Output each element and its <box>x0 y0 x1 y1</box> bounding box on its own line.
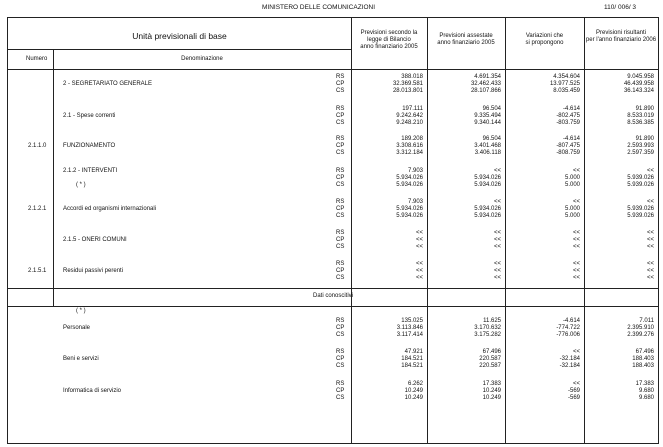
value-cs: 5.934.026 <box>396 213 423 219</box>
col1-header: Previsioni secondo la legge di Bilancio anno finanziario 2005 <box>360 30 418 50</box>
value-cs: 5.000 <box>564 213 580 219</box>
values-c2 <box>427 199 501 220</box>
value-rs: << <box>646 199 654 205</box>
value-cs: 9.340.144 <box>474 120 501 126</box>
value-cp: << <box>415 237 423 243</box>
value-cs: 9.680 <box>638 395 654 401</box>
values-c3 <box>505 230 580 251</box>
value-cs: << <box>415 244 423 250</box>
values-c1 <box>351 74 423 95</box>
row-number: 2.1.2.1 <box>28 206 47 212</box>
values-c1 <box>351 261 423 282</box>
value-rs: 197.111 <box>402 106 423 112</box>
value-rs: << <box>415 230 423 236</box>
row-number: 2.1.1.0 <box>28 143 47 149</box>
values-c4 <box>584 136 654 157</box>
value-rs: 388.018 <box>401 74 423 80</box>
values-c4 <box>584 381 654 402</box>
values-c1 <box>351 381 423 402</box>
value-cs: << <box>415 275 423 281</box>
value-rs: << <box>493 230 501 236</box>
code-cs: CS <box>336 182 345 188</box>
row-number: 2.1.5.1 <box>28 268 47 274</box>
code-rs: RS <box>336 168 345 174</box>
value-cp: -569 <box>567 388 580 394</box>
value-cs: 8.035.459 <box>553 88 580 94</box>
values-c2 <box>427 381 501 402</box>
value-cs: << <box>646 275 654 281</box>
values-c4 <box>584 349 654 370</box>
value-cp: 8.533.019 <box>627 113 654 119</box>
value-cs: << <box>493 275 501 281</box>
code-cs: CS <box>336 120 345 126</box>
value-cp: 3.113.846 <box>396 325 423 331</box>
values-c3 <box>505 74 580 95</box>
budget-row <box>8 74 658 96</box>
header-divider <box>8 69 658 70</box>
value-cs: 3.406.118 <box>474 150 501 156</box>
value-cs: 5.939.026 <box>627 182 654 188</box>
value-cp: << <box>493 237 501 243</box>
row-codes <box>336 136 344 157</box>
dati-row <box>8 381 658 403</box>
value-cp: 3.308.616 <box>396 143 423 149</box>
value-cp: 220.587 <box>479 356 501 362</box>
value-rs: 189.208 <box>401 136 423 142</box>
value-cs: 3.117.414 <box>396 332 423 338</box>
value-cp: 184.521 <box>401 356 423 362</box>
value-cp: -32.184 <box>559 356 580 362</box>
value-cs: 3.312.184 <box>396 150 423 156</box>
code-cp: CP <box>336 237 345 243</box>
values-c2 <box>427 230 501 251</box>
value-cs: 9.248.210 <box>396 120 423 126</box>
values-c4 <box>584 106 654 127</box>
value-cp: -807.475 <box>556 143 580 149</box>
value-cs: 220.587 <box>479 363 501 369</box>
budget-row <box>8 261 658 283</box>
value-rs: << <box>493 199 501 205</box>
value-cs: 2.399.276 <box>627 332 654 338</box>
values-c2 <box>427 106 501 127</box>
values-c4 <box>584 74 654 95</box>
values-c3 <box>505 381 580 402</box>
values-c2 <box>427 74 501 95</box>
value-cs: 8.536.385 <box>627 120 654 126</box>
value-rs: 17.383 <box>482 381 501 387</box>
value-cp: 10.249 <box>404 388 423 394</box>
code-cp: CP <box>336 206 345 212</box>
value-cs: 28.107.866 <box>470 88 501 94</box>
values-c2 <box>427 261 501 282</box>
row-label: 2.1.5 - ONERI COMUNI <box>63 237 127 243</box>
code-rs: RS <box>336 74 345 80</box>
values-c3 <box>505 318 580 339</box>
col-denominazione-header: Denominazione <box>181 56 223 62</box>
value-cp: 32.462.433 <box>470 81 501 87</box>
value-cs: 5.000 <box>564 182 580 188</box>
col4-header: Previsioni risultanti per l'anno finanziario 2006 <box>585 30 657 43</box>
value-cs: 10.249 <box>482 395 501 401</box>
values-c1 <box>351 230 423 251</box>
header-divider-sub <box>8 49 351 50</box>
value-rs: 67.496 <box>482 349 501 355</box>
value-cp: 10.249 <box>482 388 501 394</box>
ministry-header: MINISTERO DELLE COMUNICAZIONI <box>262 4 376 11</box>
value-rs: 47.921 <box>404 349 423 355</box>
values-c2 <box>427 349 501 370</box>
value-rs: 4.354.604 <box>553 74 580 80</box>
value-cp: << <box>646 268 654 274</box>
value-cp: 9.680 <box>638 388 654 394</box>
code-rs: RS <box>336 261 345 267</box>
value-cp: -802.475 <box>556 113 580 119</box>
value-cp: 5.000 <box>564 175 580 181</box>
code-cs: CS <box>336 363 345 369</box>
value-rs: 6.262 <box>407 381 423 387</box>
values-c2 <box>427 168 501 189</box>
value-cp: << <box>646 237 654 243</box>
row-label: 2 - SEGRETARIATO GENERALE <box>63 81 153 87</box>
budget-row <box>8 136 658 158</box>
value-rs: 135.025 <box>401 318 423 324</box>
code-cs: CS <box>336 88 345 94</box>
value-cp: 3.401.468 <box>474 143 501 149</box>
value-rs: -4.614 <box>562 318 580 324</box>
code-cp: CP <box>336 175 345 181</box>
value-rs: 7.903 <box>407 168 423 174</box>
code-rs: RS <box>336 318 345 324</box>
budget-table <box>7 17 659 444</box>
value-rs: << <box>493 261 501 267</box>
section-divider-bottom <box>8 306 658 307</box>
code-rs: RS <box>336 106 345 112</box>
value-rs: 11.625 <box>483 318 501 324</box>
values-c3 <box>505 261 580 282</box>
value-rs: 91.890 <box>635 106 654 112</box>
value-cp: 5.939.026 <box>627 206 654 212</box>
code-rs: RS <box>336 199 345 205</box>
value-rs: 17.383 <box>635 381 654 387</box>
value-cs: 184.521 <box>401 363 423 369</box>
value-rs: << <box>572 381 580 387</box>
value-cp: 13.977.525 <box>549 81 580 87</box>
col3-header: Variazioni che si propongono <box>525 33 564 46</box>
budget-row <box>8 106 658 128</box>
value-cp: 3.170.632 <box>474 325 501 331</box>
code-cp: CP <box>336 268 345 274</box>
value-rs: << <box>572 168 580 174</box>
value-rs: << <box>646 230 654 236</box>
value-rs: 9.045.958 <box>627 74 654 80</box>
code-cp: CP <box>336 325 345 331</box>
code-cs: CS <box>336 275 345 281</box>
budget-row <box>8 230 658 252</box>
budget-row <box>8 199 658 221</box>
value-cs: -803.759 <box>556 120 580 126</box>
code-cp: CP <box>336 388 345 394</box>
code-cs: CS <box>336 244 345 250</box>
value-cp: 2.395.910 <box>627 325 654 331</box>
value-cp: << <box>493 268 501 274</box>
row-label: Beni e servizi <box>63 356 99 362</box>
values-c1 <box>351 106 423 127</box>
values-c3 <box>505 349 580 370</box>
row-codes <box>336 349 344 370</box>
value-rs: 67.496 <box>635 349 654 355</box>
code-cp: CP <box>336 81 345 87</box>
value-cs: << <box>572 275 580 281</box>
value-rs: 4.691.354 <box>474 74 501 80</box>
row-label: 2.1 - Spese correnti <box>63 113 116 119</box>
value-rs: << <box>572 199 580 205</box>
code-cs: CS <box>336 213 345 219</box>
dati-row <box>8 349 658 371</box>
row-codes <box>336 381 344 402</box>
row-label: Informatica di servizio <box>63 388 122 394</box>
value-cs: 5.934.026 <box>474 182 501 188</box>
value-cp: 32.369.581 <box>392 81 423 87</box>
row-codes <box>336 168 344 189</box>
value-cs: 36.143.324 <box>623 88 654 94</box>
value-rs: << <box>572 261 580 267</box>
code-cp: CP <box>336 356 345 362</box>
values-c2 <box>427 318 501 339</box>
value-cs: << <box>493 244 501 250</box>
values-c4 <box>584 230 654 251</box>
code-rs: RS <box>336 230 345 236</box>
value-rs: 96.504 <box>482 106 501 112</box>
code-cp: CP <box>336 143 345 149</box>
value-rs: << <box>572 349 580 355</box>
unit-title: Unità previsionali di base <box>132 31 227 41</box>
values-c1 <box>351 168 423 189</box>
code-cp: CP <box>336 113 345 119</box>
values-c1 <box>351 199 423 220</box>
value-cp: 188.403 <box>632 356 654 362</box>
value-rs: -4.614 <box>562 106 580 112</box>
value-rs: << <box>646 261 654 267</box>
value-rs: << <box>415 261 423 267</box>
value-cs: -776.006 <box>556 332 580 338</box>
values-c3 <box>505 168 580 189</box>
value-cs: << <box>572 244 580 250</box>
value-cp: 5.000 <box>564 206 580 212</box>
value-cp: -774.722 <box>556 325 580 331</box>
value-rs: << <box>572 230 580 236</box>
code-cs: CS <box>336 395 345 401</box>
value-cp: 5.939.026 <box>627 175 654 181</box>
value-rs: 7.903 <box>407 199 423 205</box>
code-cs: CS <box>336 150 345 156</box>
value-rs: << <box>646 168 654 174</box>
values-c4 <box>584 318 654 339</box>
row-codes <box>336 261 344 282</box>
value-cs: 5.934.026 <box>474 213 501 219</box>
values-c4 <box>584 261 654 282</box>
value-cs: 2.597.359 <box>627 150 654 156</box>
values-c2 <box>427 136 501 157</box>
values-c4 <box>584 168 654 189</box>
code-rs: RS <box>336 136 345 142</box>
value-cs: << <box>646 244 654 250</box>
row-label: Personale <box>63 325 91 331</box>
value-cp: 9.242.642 <box>396 113 423 119</box>
code-cs: CS <box>336 332 345 338</box>
value-cp: 46.439.958 <box>623 81 654 87</box>
value-cp: 5.934.026 <box>396 175 423 181</box>
dati-conoscitivi-title: Dati conoscitivi <box>312 293 353 299</box>
values-c3 <box>505 106 580 127</box>
row-codes <box>336 106 344 127</box>
row-codes <box>336 318 344 339</box>
value-cs: 5.939.026 <box>627 213 654 219</box>
row-label: Residui passivi perenti <box>63 268 124 274</box>
value-cp: << <box>572 268 580 274</box>
row-label: 2.1.2 - INTERVENTI <box>63 168 118 174</box>
code-rs: RS <box>336 349 345 355</box>
value-cs: 28.013.801 <box>392 88 423 94</box>
value-rs: 91.890 <box>635 136 654 142</box>
budget-row <box>8 168 658 190</box>
value-cp: 5.934.026 <box>474 206 501 212</box>
values-c1 <box>351 136 423 157</box>
values-c1 <box>351 349 423 370</box>
value-cp: 9.335.494 <box>474 113 501 119</box>
row-note-marker: ( * ) <box>76 182 86 188</box>
row-label: Accordi ed organismi internazionali <box>63 206 157 212</box>
row-codes <box>336 74 344 95</box>
row-codes <box>336 199 344 220</box>
dati-note-marker: ( * ) <box>76 308 86 314</box>
values-c3 <box>505 199 580 220</box>
values-c3 <box>505 136 580 157</box>
page-reference: 110/ 006/ 3 <box>604 4 637 11</box>
col-numero-header: Numero <box>26 56 48 62</box>
values-c1 <box>351 318 423 339</box>
value-cs: -569 <box>567 395 580 401</box>
value-rs: -4.614 <box>562 136 580 142</box>
row-label: FUNZIONAMENTO <box>63 143 116 149</box>
code-rs: RS <box>336 381 345 387</box>
col2-header: Previsioni assestate anno finanziario 2005 <box>437 33 495 46</box>
value-cs: 188.403 <box>632 363 654 369</box>
value-cp: << <box>415 268 423 274</box>
value-cs: -32.184 <box>559 363 580 369</box>
value-rs: << <box>493 168 501 174</box>
section-divider-top <box>8 288 658 289</box>
value-cp: 5.934.026 <box>474 175 501 181</box>
value-cp: 2.593.993 <box>627 143 654 149</box>
value-rs: 96.504 <box>482 136 501 142</box>
value-rs: 7.011 <box>639 318 654 324</box>
value-cs: 10.249 <box>404 395 423 401</box>
value-cs: -808.759 <box>556 150 580 156</box>
value-cs: 5.934.026 <box>396 182 423 188</box>
value-cp: << <box>572 237 580 243</box>
dati-row <box>8 318 658 340</box>
row-codes <box>336 230 344 251</box>
value-cp: 5.934.026 <box>396 206 423 212</box>
values-c4 <box>584 199 654 220</box>
value-cs: 3.175.282 <box>474 332 501 338</box>
